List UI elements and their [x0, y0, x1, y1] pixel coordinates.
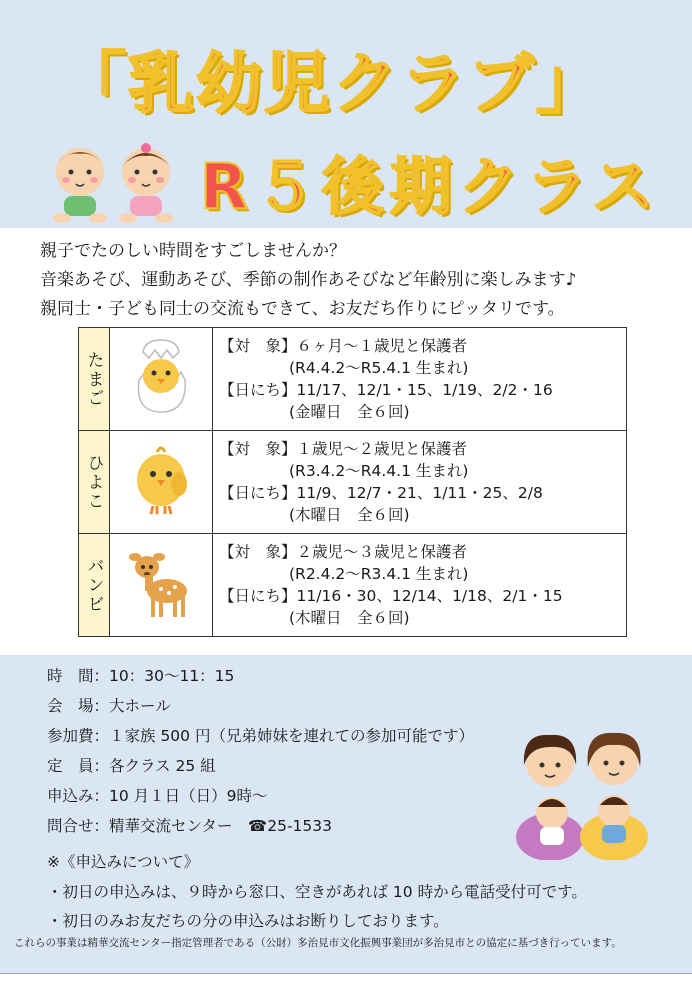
intro-line-2: 音楽あそび、運動あそび、季節の制作あそびなど年齢別に楽しみます♪	[40, 270, 577, 290]
dates-label: 【日にち】	[219, 587, 297, 605]
intro-line-1: 親子でたのしい時間をすごしませんか？	[40, 241, 346, 261]
chick-icon	[131, 444, 191, 516]
note-item-2: ・初日のみお友だちの分の申込みはお断りしております。	[47, 912, 449, 930]
dates-value: 11/9、12/7・21、1/11・25、2/8	[296, 484, 543, 502]
target-note: (R3.4.2〜R4.4.1 生まれ)	[289, 462, 469, 480]
info-time: 時 間：10：30〜11：15	[47, 667, 235, 685]
phone-icon: ☎	[247, 817, 268, 835]
dates-label: 【日にち】	[219, 381, 297, 399]
target-label: 【対 象】	[219, 440, 297, 458]
bottom-divider	[0, 973, 692, 974]
class-row-hiyoko	[79, 431, 627, 534]
class-row-tamago	[79, 328, 627, 431]
class-table	[78, 327, 627, 637]
dates-value: 11/16・30、12/14、1/18、2/1・15	[296, 587, 563, 605]
info-capacity: 定 員：各クラス 25 組	[47, 757, 216, 775]
class-name: ひよこ	[79, 431, 110, 534]
dates-label: 【日にち】	[219, 484, 297, 502]
info-contact: 問合せ：精華交流センター ☎25-1533	[47, 817, 332, 835]
intro-line-3: 親同士・子ども同士の交流もできて、お友だち作りにピッタリです。	[40, 299, 565, 319]
dates-note: (木曜日 全６回)	[289, 506, 410, 524]
target-note: (R2.4.2〜R3.4.1 生まれ)	[289, 565, 469, 583]
target-value: ６ヶ月〜１歳児と保護者	[296, 337, 468, 355]
target-label: 【対 象】	[219, 543, 297, 561]
hatching-chick-icon	[131, 338, 191, 416]
phone-number: 25-1533	[267, 817, 332, 835]
info-fee: 参加費：１家族 500 円（兄弟姉妹を連れての参加可能です）	[47, 727, 474, 745]
babies-illustration	[40, 140, 180, 225]
mothers-babies-illustration	[510, 725, 650, 860]
dates-value: 11/17、12/1・15、1/19、2/2・16	[296, 381, 553, 399]
dates-note: (金曜日 全６回)	[289, 403, 410, 421]
info-application: 申込み：10 月１日（日）9時〜	[47, 787, 268, 805]
info-venue: 会 場：大ホール	[47, 697, 171, 715]
target-value: １歳児〜２歳児と保護者	[296, 440, 468, 458]
target-label: 【対 象】	[219, 337, 297, 355]
fawn-icon	[129, 545, 193, 621]
note-item-1: ・初日の申込みは、９時から窓口、空きがあれば 10 時から電話受付可です。	[47, 883, 587, 901]
class-name: たまご	[79, 328, 110, 431]
page-subtitle: R５後期クラス	[200, 150, 660, 223]
dates-note: (木曜日 全６回)	[289, 609, 410, 627]
target-value: ２歳児〜３歳児と保護者	[296, 543, 468, 561]
target-note: (R4.4.2〜R5.4.1 生まれ)	[289, 359, 469, 377]
notes-heading: ※《申込みについて》	[47, 853, 200, 871]
page-title: 「乳幼児クラブ」	[60, 45, 604, 122]
class-name: バンビ	[79, 534, 110, 637]
class-row-bambi	[79, 534, 627, 637]
footer-note: これらの事業は精華交流センター指定管理者である（公財）多治見市文化振興事業団が多治見市との協定に基づき行っています。	[14, 937, 622, 949]
